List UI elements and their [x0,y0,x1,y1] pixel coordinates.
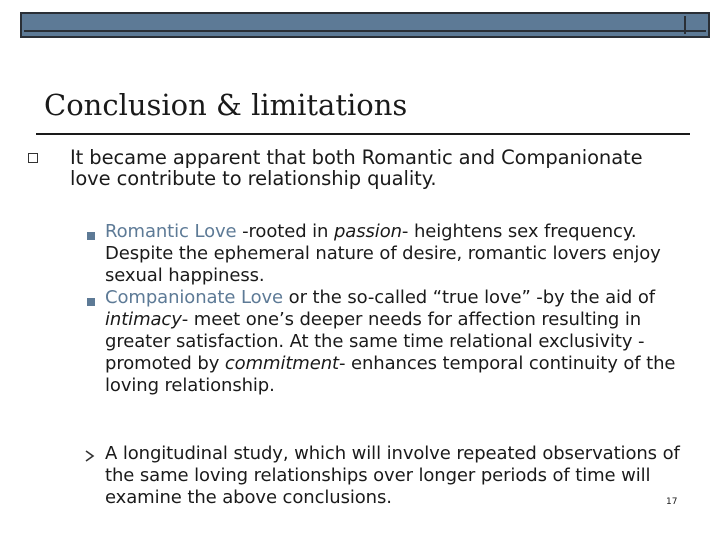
term-romantic-love: Romantic Love [105,221,237,242]
page-number: 17 [666,497,678,507]
sub-bullet-text: - meet one’s deeper needs for affection resulting in greater satisfaction. At the same time relational exclusivity -promoted by [105,309,645,374]
square-bullet-icon [87,232,95,240]
slide-title: Conclusion & limitations [44,88,408,122]
sub-bullet-text: - enhances temporal continuity of the loving relationship. [105,353,676,396]
sub-bullet-text: or the so-called “true love” -by the aid of [283,287,655,308]
italic-term: intimacy [105,309,182,330]
italic-term: commitment [224,353,339,374]
sub-bullet-text: - heightens sex frequency. Despite the ephemeral nature of desire, romantic lovers enjoy sexual happiness. [105,221,661,286]
sub-bullet-longitudinal: A longitudinal study, which will involve repeated observations of the same loving relationships over longer periods of time will examine the above conclusions. [105,443,680,508]
sub-bullet-romantic [105,221,695,287]
hollow-square-bullet-icon [28,153,38,163]
italic-term: passion [333,221,402,242]
square-bullet-icon [87,298,95,306]
main-bullet-text: It became apparent that both Romantic and Companionate love contribute to relationship quality. [70,146,643,190]
sub-bullet-companionate [105,287,695,397]
term-companionate-love: Companionate Love [105,287,284,308]
arrow-bullet-icon [85,450,95,462]
sub-bullet-text: -rooted in [236,221,334,242]
